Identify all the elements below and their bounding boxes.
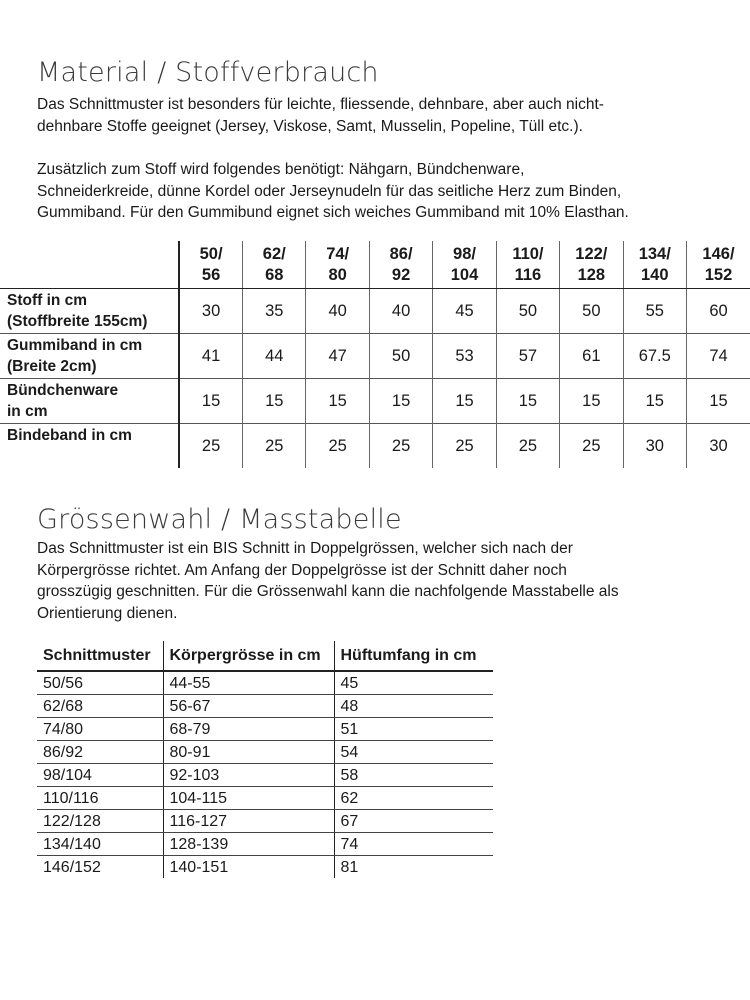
table-row bbox=[37, 671, 493, 695]
value-cell: 44 bbox=[243, 334, 306, 379]
size-header: 86/ 92 bbox=[369, 241, 432, 289]
ribbing-row bbox=[0, 379, 750, 424]
value-cell: 50 bbox=[560, 289, 623, 334]
material-intro-line: dehnbare Stoffe geeignet (Jersey, Viskose, Samt, Musselin, Popeline, Tüll etc.). bbox=[37, 117, 583, 135]
table-row bbox=[37, 764, 493, 787]
table-row bbox=[37, 810, 493, 833]
value-cell: 35 bbox=[243, 289, 306, 334]
value-cell: 15 bbox=[496, 379, 559, 424]
hip-cell: 74 bbox=[334, 833, 493, 856]
value-cell: 60 bbox=[686, 289, 750, 334]
size-header: 122/ 128 bbox=[560, 241, 623, 289]
value-cell: 30 bbox=[623, 424, 686, 469]
table-row bbox=[37, 787, 493, 810]
table-row bbox=[37, 718, 493, 741]
material-heading: Material / Stoffverbrauch bbox=[37, 57, 379, 88]
value-cell: 15 bbox=[369, 379, 432, 424]
height-cell: 68-79 bbox=[163, 718, 334, 741]
value-cell: 40 bbox=[306, 289, 369, 334]
height-cell: 104-115 bbox=[163, 787, 334, 810]
hip-cell: 58 bbox=[334, 764, 493, 787]
value-cell: 25 bbox=[306, 424, 369, 469]
pattern-size-cell: 86/92 bbox=[37, 741, 163, 764]
size-header: 146/ 152 bbox=[686, 241, 750, 289]
value-cell: 47 bbox=[306, 334, 369, 379]
height-cell: 92-103 bbox=[163, 764, 334, 787]
pattern-size-cell: 110/116 bbox=[37, 787, 163, 810]
table-row bbox=[37, 833, 493, 856]
value-cell: 50 bbox=[496, 289, 559, 334]
hip-cell: 81 bbox=[334, 856, 493, 879]
height-cell: 128-139 bbox=[163, 833, 334, 856]
sizing-intro bbox=[37, 538, 737, 624]
sizing-intro-line: Das Schnittmuster ist ein BIS Schnitt in Doppelgrössen, welcher sich nach der bbox=[37, 540, 573, 557]
row-label: Gummiband in cm (Breite 2cm) bbox=[7, 337, 143, 375]
size-header: 74/ 80 bbox=[306, 241, 369, 289]
table-row bbox=[37, 856, 493, 879]
value-cell: 25 bbox=[433, 424, 496, 469]
sizing-intro-line: grosszügig geschnitten. Für die Grössenwahl kann die nachfolgende Masstabelle als bbox=[37, 583, 619, 600]
value-cell: 25 bbox=[243, 424, 306, 469]
pattern-size-cell: 62/68 bbox=[37, 695, 163, 718]
hip-cell: 54 bbox=[334, 741, 493, 764]
size-header-row bbox=[0, 241, 750, 289]
material-intro bbox=[37, 94, 737, 137]
value-cell: 30 bbox=[179, 289, 242, 334]
hip-cell: 48 bbox=[334, 695, 493, 718]
value-cell: 25 bbox=[496, 424, 559, 469]
height-cell: 44-55 bbox=[163, 671, 334, 695]
size-header: 134/ 140 bbox=[623, 241, 686, 289]
size-chart-header-row bbox=[37, 641, 493, 671]
row-label: Bindeband in cm bbox=[7, 427, 132, 444]
tie-band-row bbox=[0, 424, 750, 469]
value-cell: 25 bbox=[369, 424, 432, 469]
value-cell: 15 bbox=[623, 379, 686, 424]
fabric-row bbox=[0, 289, 750, 334]
value-cell: 15 bbox=[686, 379, 750, 424]
height-cell: 116-127 bbox=[163, 810, 334, 833]
pattern-size-cell: 146/152 bbox=[43, 858, 101, 876]
corner-cell bbox=[0, 241, 179, 289]
value-cell: 45 bbox=[433, 289, 496, 334]
value-cell: 53 bbox=[433, 334, 496, 379]
value-cell: 41 bbox=[179, 334, 242, 379]
value-cell: 61 bbox=[560, 334, 623, 379]
table-row bbox=[37, 741, 493, 764]
hip-cell: 45 bbox=[334, 671, 493, 695]
table-row bbox=[37, 695, 493, 718]
pattern-size-cell: 122/128 bbox=[37, 810, 163, 833]
size-header: 98/ 104 bbox=[433, 241, 496, 289]
pattern-size-cell: 50/56 bbox=[37, 671, 163, 695]
material-intro-line: Das Schnittmuster ist besonders für leichte, fliessende, dehnbare, aber auch nicht- bbox=[37, 96, 604, 113]
value-cell: 55 bbox=[623, 289, 686, 334]
value-cell: 15 bbox=[243, 379, 306, 424]
material-notions bbox=[37, 159, 737, 224]
sizing-intro-line: Orientierung dienen. bbox=[37, 604, 178, 622]
height-cell: 56-67 bbox=[163, 695, 334, 718]
size-chart-table bbox=[37, 641, 493, 878]
column-header-height: Körpergrösse in cm bbox=[163, 641, 334, 671]
value-cell: 15 bbox=[433, 379, 496, 424]
value-cell: 15 bbox=[560, 379, 623, 424]
size-header: 50/ 56 bbox=[179, 241, 242, 289]
material-notions-line: Schneiderkreide, dünne Kordel oder Jerseynudeln für das seitliche Herz zum Binden, bbox=[37, 182, 622, 200]
value-cell: 50 bbox=[369, 334, 432, 379]
value-cell: 15 bbox=[306, 379, 369, 424]
pattern-size-cell: 98/104 bbox=[37, 764, 163, 787]
value-cell: 25 bbox=[560, 424, 623, 469]
value-cell: 25 bbox=[179, 424, 242, 469]
column-header-pattern: Schnittmuster bbox=[37, 641, 163, 671]
row-label: Stoff in cm (Stoffbreite 155cm) bbox=[7, 292, 148, 330]
value-cell: 57 bbox=[496, 334, 559, 379]
hip-cell: 51 bbox=[334, 718, 493, 741]
height-cell: 80-91 bbox=[163, 741, 334, 764]
size-header: 110/ 116 bbox=[496, 241, 559, 289]
fabric-consumption-table bbox=[0, 241, 750, 468]
value-cell: 30 bbox=[686, 424, 750, 469]
value-cell: 15 bbox=[179, 379, 242, 424]
elastic-row bbox=[0, 334, 750, 379]
pattern-size-cell: 134/140 bbox=[37, 833, 163, 856]
pattern-size-cell: 74/80 bbox=[37, 718, 163, 741]
value-cell: 40 bbox=[369, 289, 432, 334]
material-notions-line: Zusätzlich zum Stoff wird folgendes benötigt: Nähgarn, Bündchenware, bbox=[37, 161, 525, 178]
row-label: Bündchenware in cm bbox=[7, 382, 119, 420]
sizing-intro-line: Körpergrösse richtet. Am Anfang der Doppelgrösse ist der Schnitt daher noch bbox=[37, 561, 567, 579]
value-cell: 74 bbox=[686, 334, 750, 379]
height-cell: 140-151 bbox=[163, 856, 334, 879]
size-header: 62/ 68 bbox=[243, 241, 306, 289]
material-notions-line: Gummiband. Für den Gummibund eignet sich weiches Gummiband mit 10% Elasthan. bbox=[37, 204, 629, 221]
value-cell: 67.5 bbox=[623, 334, 686, 379]
column-header-hip: Hüftumfang in cm bbox=[334, 641, 493, 671]
hip-cell: 62 bbox=[334, 787, 493, 810]
sizing-heading: Grössenwahl / Masstabelle bbox=[37, 504, 402, 535]
hip-cell: 67 bbox=[334, 810, 493, 833]
